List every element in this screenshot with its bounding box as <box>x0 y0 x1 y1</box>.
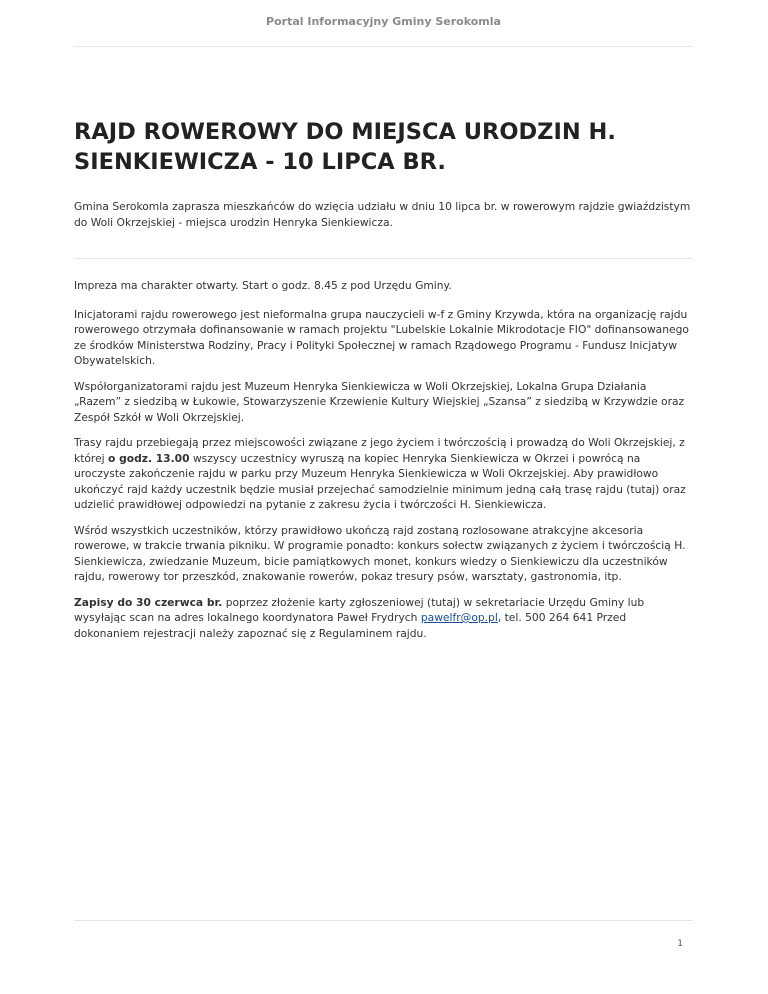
paragraph-registration <box>74 595 693 642</box>
registration-text-start: poprzez złożenie karty zgłoszeniowej (tutaj) w sekretariacie Urzędu Gminy lub wysyłając scan na adres lokalnego koordynatora Paweł Frydrych <box>74 595 645 624</box>
article-lead: Gmina Serokomla zaprasza mieszkańców do wzięcia udziału w dniu 10 lipca br. w rowerowym rajdzie gwiaździstym do Woli Okrzejskiej - miejsca urodzin Henryka Sienkiewicza. <box>74 200 691 229</box>
routes-text-start: Trasy rajdu przebiegają przez miejscowości związane z jego życiem i twórczością i prowadzą do Woli Okrzejskiej, z której <box>74 436 685 465</box>
routes-text-end: wszyscy uczestnicy wyruszą na kopiec Henryka Sienkiewicza w Okrzei i powrócą na uroczyste zakończenie rajdu w parku przy Muzeum Henryka Sienkiewicza w Woli Okrzejskiej. Aby prawidłowo ukończyć rajd każdy uczestnik będzie musiał przejechać samodzielnie minimum jedną całą trasę rajdu (tutaj) oraz udzielić prawidłowej odpowiedzi na pytanie z zakresu życia i twórczości H. Sienkiewicza. <box>74 451 686 511</box>
routes-time-highlight: o godz. 13.00 <box>108 451 190 465</box>
paragraph-co-organizers: Współorganizatorami rajdu jest Muzeum Henryka Sienkiewicza w Woli Okrzejskiej, Lokalna Grupa Działania „Razem” z siedzibą w Łukowie, Stowarzyszenie Krzewienie Kultury Wiejskiej „Szansa” z siedzibą w Krzywdzie oraz Zespół Szkół w Woli Okrzejskiej. <box>74 379 685 424</box>
site-header <box>74 0 693 47</box>
paragraph-initiators: Inicjatorami rajdu rowerowego jest nieformalna grupa nauczycieli w-f z Gminy Krzywda, która na organizację rajdu rowerowego otrzymała dofinansowanie w ramach projektu "Lubelskie Lokalnie Mikrodotacje FIO" dofinansowanego ze środków Ministerstwa Rodziny, Pracy i Polityki Społecznej w ramach Rządowego Programu - Fundusz Inicjatyw Obywatelskich. <box>74 307 689 367</box>
site-title: Portal Informacyjny Gminy Serokomla <box>266 15 501 28</box>
document-page <box>74 0 693 994</box>
registration-text-end: , tel. 500 264 641 Przed dokonaniem rejestracji należy zapoznać się z Regulaminem rajdu. <box>74 611 627 640</box>
footer-divider <box>74 920 693 921</box>
lead-divider <box>74 258 693 259</box>
paragraph-start-info: Impreza ma charakter otwarty. Start o godz. 8.45 z pod Urzędu Gminy. <box>74 279 452 292</box>
article-body <box>74 278 693 651</box>
paragraph-routes <box>74 435 693 513</box>
paragraph-prizes: Wśród wszystkich uczestników, którzy prawidłowo ukończą rajd zostaną rozlosowane atrakcyjne akcesoria rowerowe, w trakcie trwania pikniku. W programie ponadto: konkurs sołectw związanych z życiem i twórczością H. Sienkiewicza, zwiedzanie Muzeum, bicie pamiątkowych monet, konkurs wiedzy o Sienkiewiczu dla uczestników rajdu, rowerowy tor przeszkód, znakowanie rowerów, pokaz tresury psów, warsztaty, gastronomia, itp. <box>74 523 686 583</box>
registration-deadline: Zapisy do 30 czerwca br. <box>74 595 223 609</box>
page-number: 1 <box>677 939 683 949</box>
article-title: RAJD ROWEROWY DO MIEJSCA URODZIN H. SIENKIEWICZA - 10 LIPCA BR. <box>74 119 616 175</box>
coordinator-email-link[interactable]: pawelfr@op.pl <box>420 611 498 624</box>
